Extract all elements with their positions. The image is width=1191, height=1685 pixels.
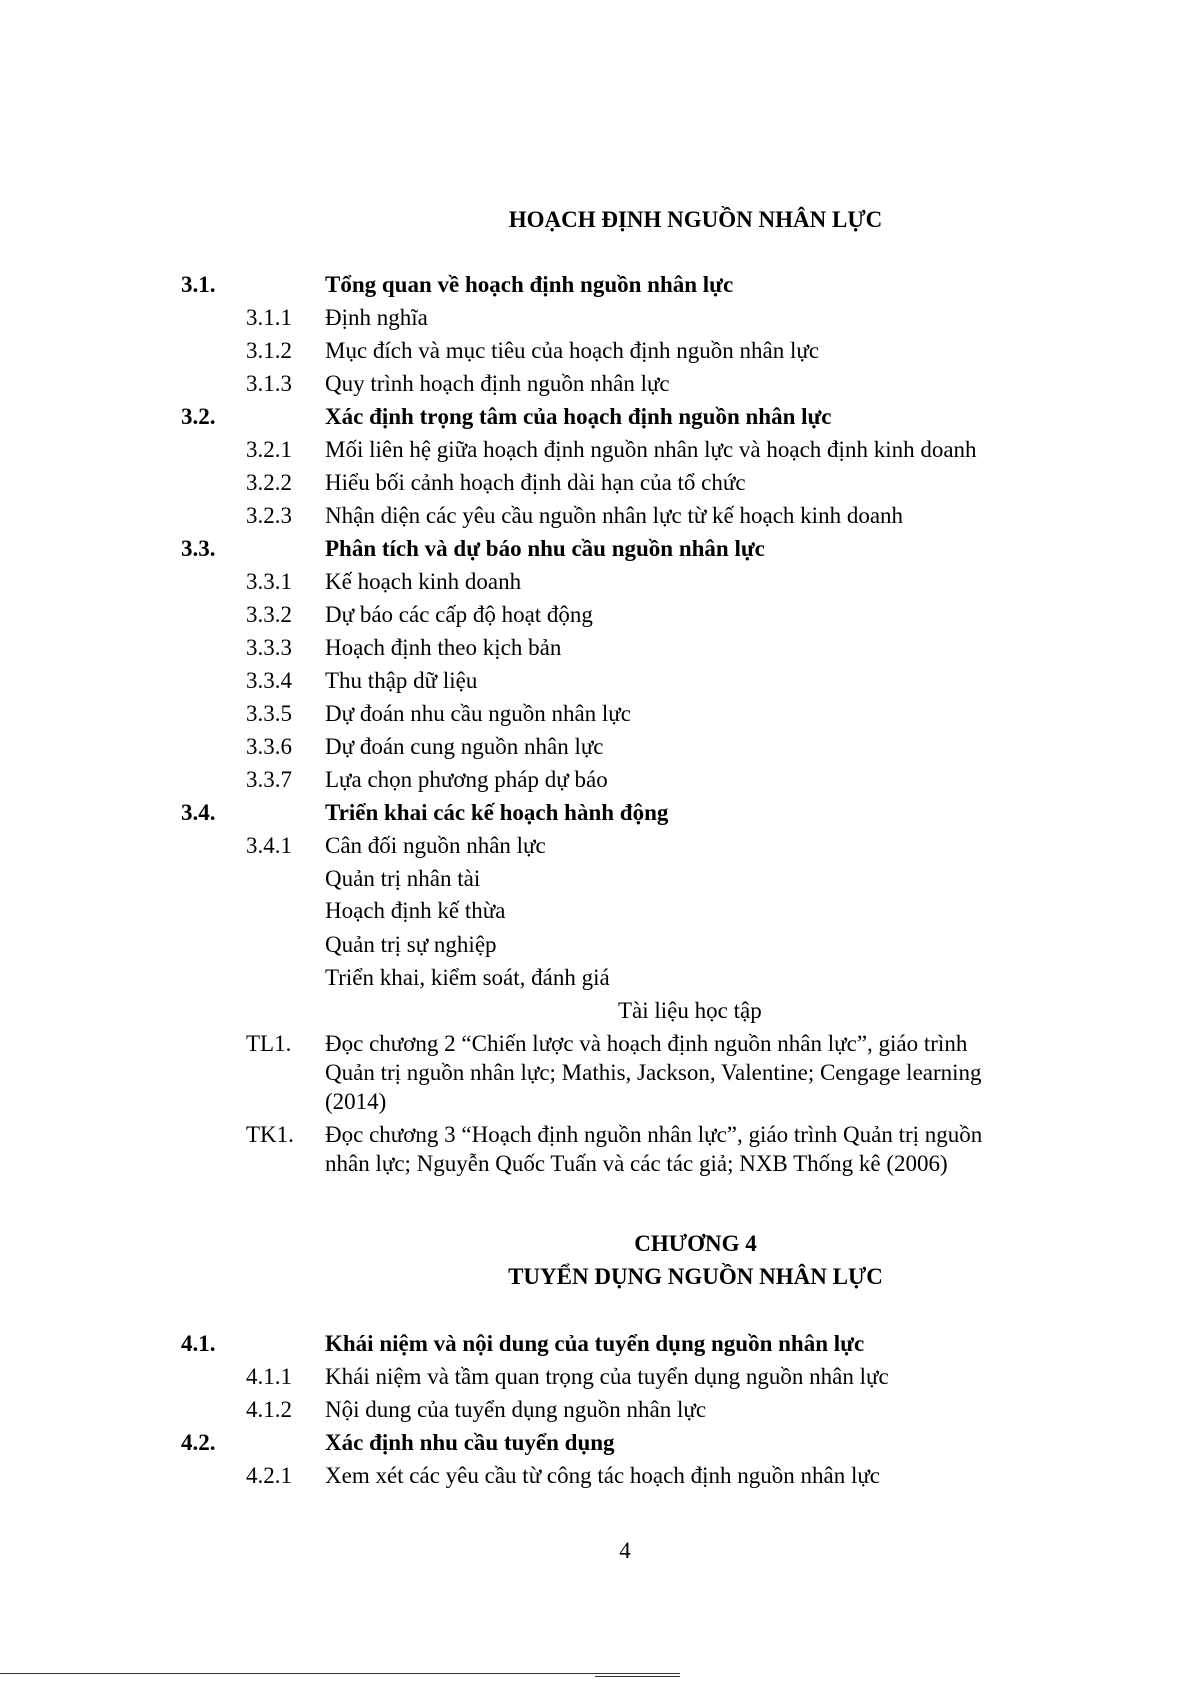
item-number: 3.3.1 — [246, 569, 292, 594]
item-number: 3.1.3 — [246, 371, 292, 396]
item-text: Hoạch định theo kịch bản — [325, 635, 562, 660]
reference-label: TK1. — [246, 1122, 294, 1147]
section-number: 3.3. — [181, 536, 216, 561]
section-title: Xác định nhu cầu tuyển dụng — [325, 1430, 615, 1455]
item-text: Kế hoạch kinh doanh — [325, 569, 522, 594]
item-number: 4.2.1 — [246, 1463, 292, 1488]
item-text: Nhận diện các yêu cầu nguồn nhân lực từ kế hoạch kinh doanh — [325, 503, 904, 528]
item-text: Thu thập dữ liệu — [325, 668, 478, 693]
item-number: 3.3.5 — [246, 701, 292, 726]
section-title: Khái niệm và nội dung của tuyển dụng nguồn nhân lực — [325, 1331, 865, 1356]
item-number: 3.3.3 — [246, 635, 292, 660]
item-number: 4.1.2 — [246, 1397, 292, 1422]
section-title: Phân tích và dự báo nhu cầu nguồn nhân lực — [325, 536, 765, 561]
reference-label: TL1. — [246, 1031, 292, 1056]
item-number: 4.1.1 — [246, 1364, 292, 1389]
item-text: Nội dung của tuyển dụng nguồn nhân lực — [325, 1397, 707, 1422]
item-number: 3.2.2 — [246, 470, 292, 495]
page-number: 4 — [619, 1538, 631, 1563]
item-number: 3.1.1 — [246, 305, 292, 330]
reference-line: Đọc chương 3 “Hoạch định nguồn nhân lực”, giáo trình Quản trị nguồn — [325, 1122, 983, 1147]
item-text: Hoạch định kế thừa — [325, 898, 506, 923]
section-number: 3.4. — [181, 800, 216, 825]
reference-line: Quản trị nguồn nhân lực; Mathis, Jackson, Valentine; Cengage learning — [325, 1060, 982, 1085]
reference-line: nhân lực; Nguyễn Quốc Tuấn và các tác giả; NXB Thống kê (2006) — [325, 1151, 948, 1176]
item-number: 3.3.6 — [246, 734, 292, 759]
item-text: Quản trị sự nghiệp — [325, 932, 497, 957]
item-number: 3.2.3 — [246, 503, 292, 528]
item-number: 3.3.7 — [246, 767, 292, 792]
item-number: 3.3.2 — [246, 602, 292, 627]
item-text: Hiểu bối cảnh hoạch định dài hạn của tổ chức — [325, 470, 746, 495]
item-text: Khái niệm và tầm quan trọng của tuyển dụng nguồn nhân lực — [325, 1364, 889, 1389]
chapter4-title: TUYỂN DỤNG NGUỒN NHÂN LỰC — [508, 1264, 883, 1289]
reference-line: Đọc chương 2 “Chiến lược và hoạch định nguồn nhân lực”, giáo trình — [325, 1031, 968, 1056]
footer-rule-short — [595, 1676, 680, 1677]
item-number: 3.2.1 — [246, 437, 292, 462]
chapter3-title: HOẠCH ĐỊNH NGUỒN NHÂN LỰC — [508, 207, 883, 232]
item-text: Mục đích và mục tiêu của hoạch định nguồn nhân lực — [325, 338, 820, 363]
item-number: 3.1.2 — [246, 338, 292, 363]
item-text: Quy trình hoạch định nguồn nhân lực — [325, 371, 670, 396]
footer-rule — [0, 1673, 680, 1674]
chapter4-label: CHƯƠNG 4 — [634, 1231, 757, 1256]
section-number: 4.1. — [181, 1331, 216, 1356]
item-text: Dự đoán nhu cầu nguồn nhân lực — [325, 701, 631, 726]
item-text: Quản trị nhân tài — [325, 866, 481, 891]
reference-line: (2014) — [325, 1089, 387, 1114]
item-number: 3.3.4 — [246, 668, 292, 693]
references-heading: Tài liệu học tập — [618, 998, 762, 1023]
section-number: 3.2. — [181, 404, 216, 429]
item-number: 3.4.1 — [246, 833, 292, 858]
section-number: 3.1. — [181, 272, 216, 297]
section-title: Xác định trọng tâm của hoạch định nguồn nhân lực — [325, 404, 832, 429]
item-text: Mối liên hệ giữa hoạch định nguồn nhân lực và hoạch định kinh doanh — [325, 437, 977, 462]
item-text: Xem xét các yêu cầu từ công tác hoạch định nguồn nhân lực — [325, 1463, 881, 1488]
section-number: 4.2. — [181, 1430, 216, 1455]
item-text: Dự đoán cung nguồn nhân lực — [325, 734, 604, 759]
item-text: Dự báo các cấp độ hoạt động — [325, 602, 593, 627]
item-text: Định nghĩa — [325, 305, 428, 330]
section-title: Triển khai các kế hoạch hành động — [325, 800, 669, 825]
item-text: Triển khai, kiểm soát, đánh giá — [325, 965, 610, 990]
section-title: Tổng quan về hoạch định nguồn nhân lực — [325, 272, 734, 297]
item-text: Lựa chọn phương pháp dự báo — [325, 767, 608, 792]
item-text: Cân đối nguồn nhân lực — [325, 833, 546, 858]
